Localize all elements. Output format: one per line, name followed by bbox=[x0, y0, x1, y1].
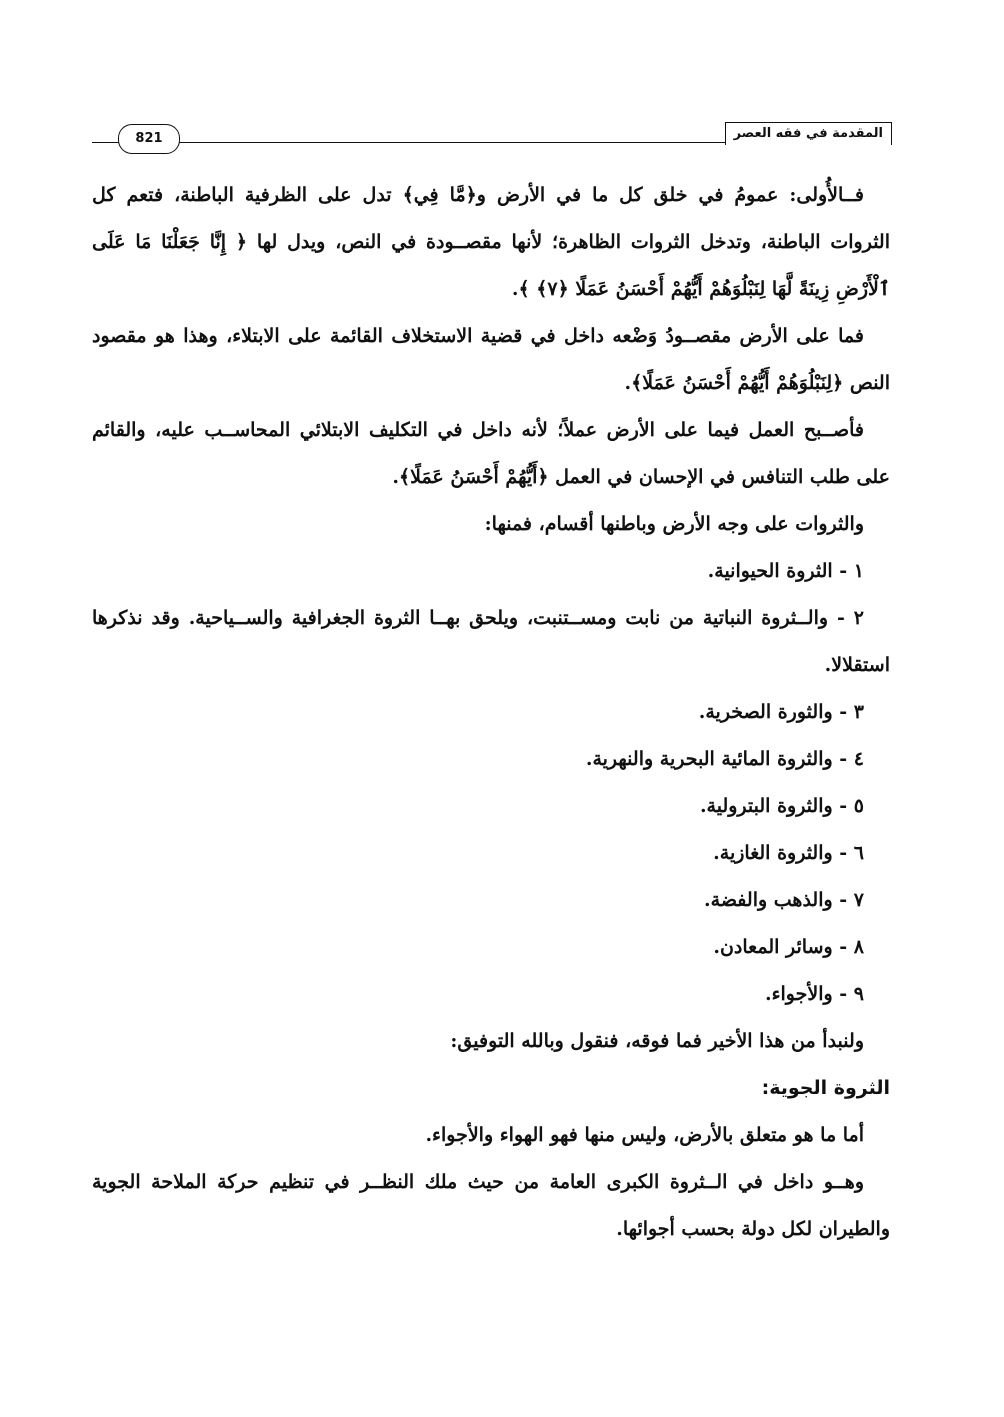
section-heading: الثروة الجوية: bbox=[761, 1077, 890, 1099]
list-item-1: ١ - الثروة الحيوانية. bbox=[707, 560, 864, 582]
list-item-6: ٦ - والثروة الغازية. bbox=[713, 842, 864, 864]
paragraph-2: فما على الأرض مقصــودُ وَضْعه داخل في قضية الاستخلاف القائمة على الابتلاء، وهذا هو مقصود النص ﴿لِنَبْلُوَهُمْ أَيُّهُمْ أَحْسَنُ عَمَلًا﴾. bbox=[92, 325, 890, 394]
list-item-5: ٥ - والثروة البترولية. bbox=[699, 795, 864, 817]
list-item-2: ٢ - والــثروة النباتية من نابت ومســتنبت، ويلحق بهــا الثروة الجغرافية والســياحية. وقد نذكرها استقلالا. bbox=[92, 607, 890, 676]
list-item-4: ٤ - والثروة المائية البحرية والنهرية. bbox=[585, 748, 864, 770]
list-item-9: ٩ - والأجواء. bbox=[764, 983, 864, 1005]
section-paragraph-2: وهــو داخل في الــثروة الكبرى العامة من حيث ملك النظــر في تنظيم حركة الملاحة الجوية والطيران لكل دولة بحسب أجوائها. bbox=[92, 1171, 890, 1240]
section-paragraph-1: أما ما هو متعلق بالأرض، وليس منها فهو الهواء والأجواء. bbox=[425, 1124, 864, 1146]
list-item-3: ٣ - والثورة الصخرية. bbox=[698, 701, 864, 723]
list-item-8: ٨ - وسائر المعادن. bbox=[713, 936, 864, 958]
paragraph-1: فــالأُولى: عمومُ في خلق كل ما في الأرض و﴿مَّا فِي﴾ تدل على الظرفية الباطنة، فتعم كل الثروات الباطنة، وتدخل الثروات الظاهرة؛ لأنها مقصــودة في النص، ويدل لها ﴿ إِنَّا جَعَلْنَا مَا عَلَى ٱلْأَرْضِ زِينَةً لَّهَا لِنَبْلُوَهُمْ أَيُّهُمْ أَحْسَنُ عَمَلًا ﴿٧﴾ ﴾. bbox=[92, 184, 890, 300]
running-title: المقدمة في فقه العصر bbox=[725, 122, 892, 145]
paragraph-3: فأصــبح العمل فيما على الأرض عملاً؛ لأنه داخل في التكليف الابتلائي المحاســب عليه، والقائم على طلب التنافس في الإحسان في العمل ﴿أَيُّهُمْ أَحْسَنُ عَمَلًا﴾. bbox=[92, 419, 890, 488]
after-list-paragraph: ولنبدأ من هذا الأخير فما فوقه، فنقول وبالله التوفيق: bbox=[450, 1030, 864, 1052]
body-text bbox=[92, 172, 890, 1253]
list-item-7: ٧ - والذهب والفضة. bbox=[704, 889, 864, 911]
paragraph-4: والثروات على وجه الأرض وباطنها أقسام، فمنها: bbox=[484, 513, 864, 535]
page-number: 821 bbox=[118, 124, 180, 154]
page-header bbox=[92, 116, 892, 152]
